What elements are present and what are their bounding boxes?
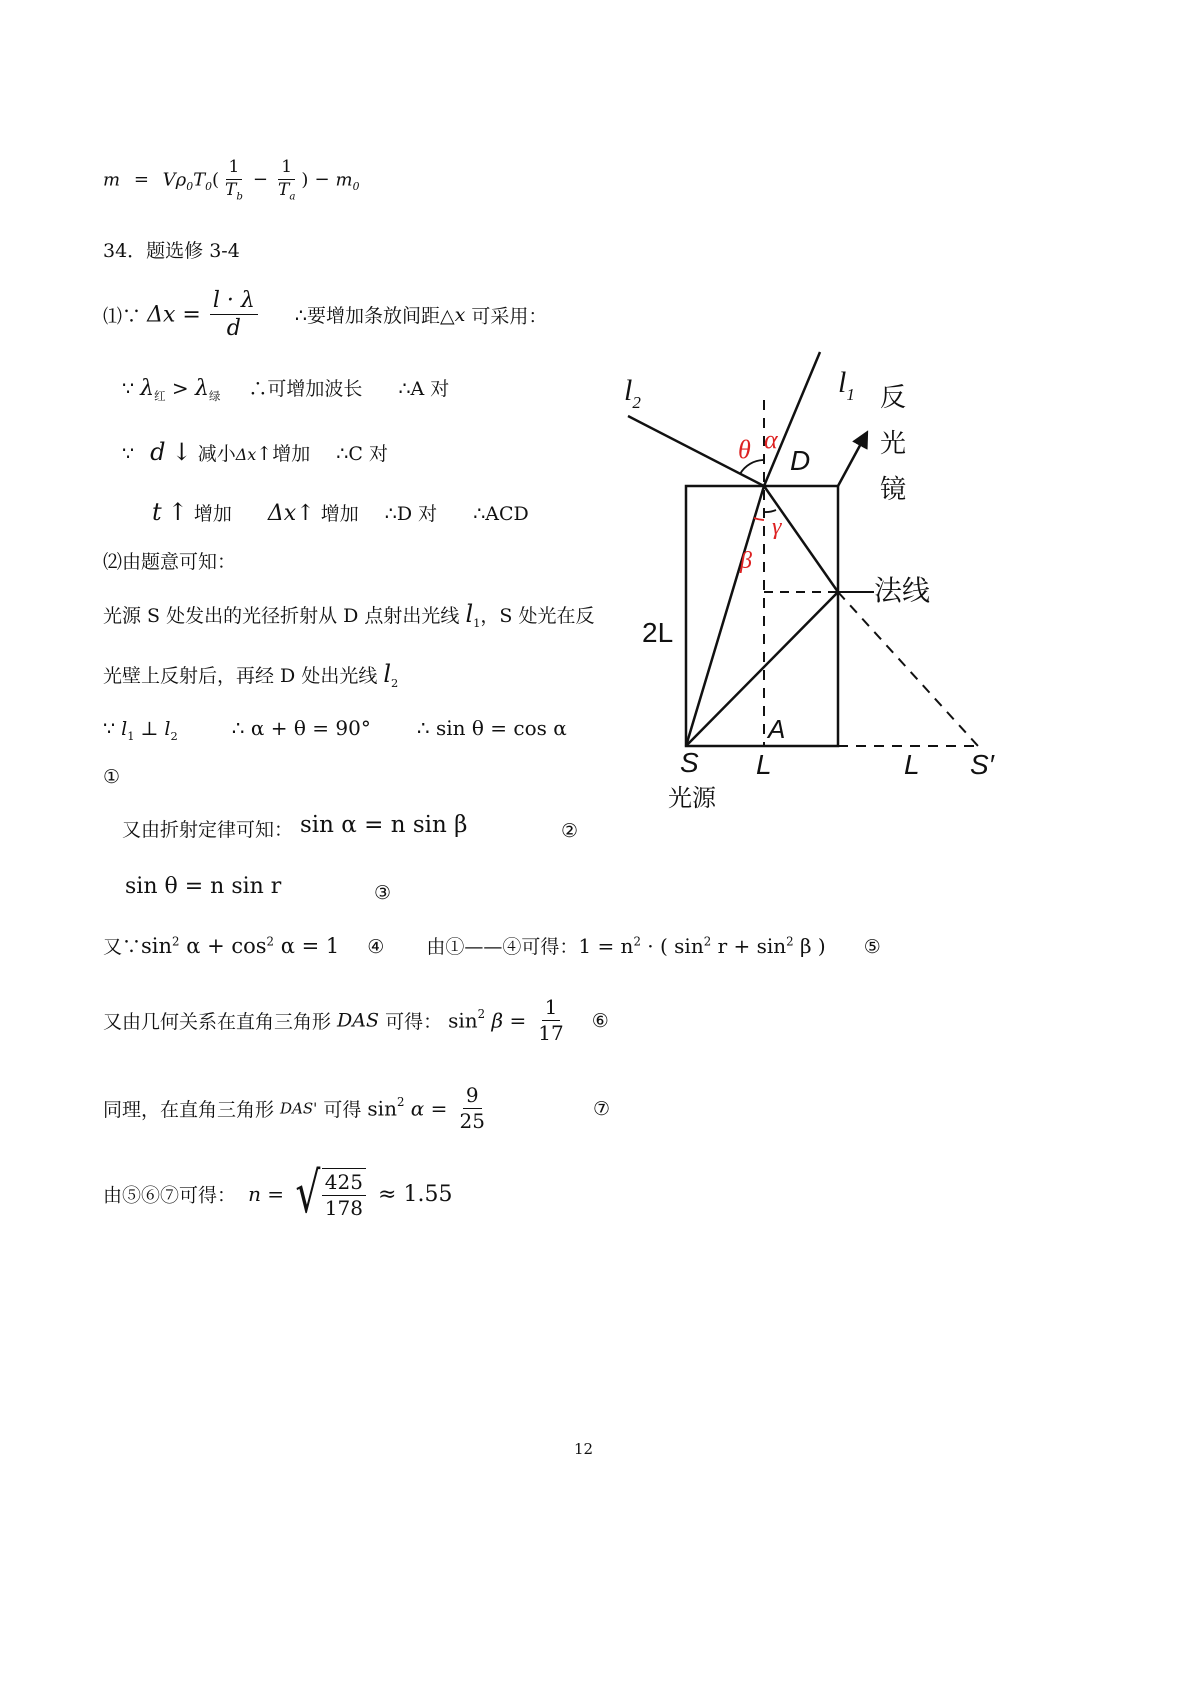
label-l1: $l_1$	[838, 366, 855, 404]
label-light-source: 光源	[668, 784, 716, 812]
label-S-prime: S′	[970, 749, 994, 780]
label-D: D	[790, 445, 811, 476]
equation-mark-1: ①	[103, 766, 121, 788]
snell-line: 又由折射定律可知：	[122, 819, 294, 841]
label-S: S	[680, 747, 699, 778]
label-mirror-3: 镜	[880, 475, 907, 505]
equation-4-line: 又$\because\sin^2$ $\alpha + \cos^2 \alpha = 1$ ④ 由①——④可得：$1 = n^2$ · ( $\sin^2 r + \sin^2 \beta$ ) ⑤	[103, 934, 881, 958]
label-beta: β	[740, 548, 752, 574]
label-gamma: γ	[772, 514, 782, 540]
equation-mark-3: ③	[374, 882, 392, 904]
label-A: A	[768, 714, 786, 744]
equation-6-line: 又由几何关系在直角三角形 DAS 可得： $\sin^2 \beta$ = $\frac{1}{17}$ ⑥	[103, 995, 609, 1045]
optics-diagram	[624, 366, 1040, 820]
page-number: 12	[574, 1440, 594, 1458]
label-mirror-2: 光	[880, 429, 907, 459]
section-title: 34．题选修 3-4	[103, 240, 240, 262]
equation-3: sin θ = n sin r	[125, 874, 282, 899]
length-line: t ↑ 增加 Δx↑ 增加 ∴D 对 ∴ACD	[152, 498, 529, 526]
part2-intro: ⑵由题意可知：	[103, 551, 237, 573]
equation-2: sin α = n sin β	[300, 812, 468, 838]
equation-mark-2: ②	[561, 820, 579, 842]
mass-equation: $m = V\rho_0T_0$( $\frac{1}{T_b}$ − $\frac{1}{T_a}$ ) − $m_0$	[103, 157, 360, 202]
paragraph-1: 光源 S 处发出的光径折射从 D 点射出光线 $l_1$，S 处光在反	[103, 600, 595, 630]
perpendicular-line: ∵ $l_1$ ⊥ $l_2$ ∴ α + θ = 90° ∴ sin θ = cos α	[103, 716, 567, 743]
label-l2: $l_2$	[624, 374, 641, 412]
part1-formula-line: ⑴∵ Δx = $\frac{l \cdot \lambda}{d}$ ∴要增加条放间距△x 可采用：	[103, 288, 548, 342]
mirror-arrow	[838, 438, 864, 486]
label-alpha: α	[764, 425, 778, 454]
virtual-ray-dashed	[838, 592, 978, 746]
label-2L: 2L	[642, 617, 674, 648]
label-L-1: L	[756, 749, 772, 780]
label-normal: 法线	[874, 574, 931, 607]
equation-7-line: 同理，在直角三角形 DAS' 可得 $\sin^2 \alpha$ = $\frac{9}{25}$ ⑦	[103, 1083, 611, 1133]
paragraph-2: 光壁上反射后，再经 D 处出光线 $l_2$	[103, 660, 399, 690]
label-theta: θ	[738, 435, 751, 464]
wavelength-line: ∵ $\lambda_红 > \lambda_绿$ ∴可增加波长 ∴A 对	[122, 376, 450, 403]
label-L-2: L	[904, 749, 920, 780]
label-mirror-1: 反	[880, 383, 907, 413]
distance-line: ∵ d ↓ 减小Δx↑增加 ∴C 对	[122, 438, 388, 466]
final-result-line: 由⑤⑥⑦可得： n = √ $\frac{425}{178}$ ≈ 1.55	[103, 1161, 453, 1226]
